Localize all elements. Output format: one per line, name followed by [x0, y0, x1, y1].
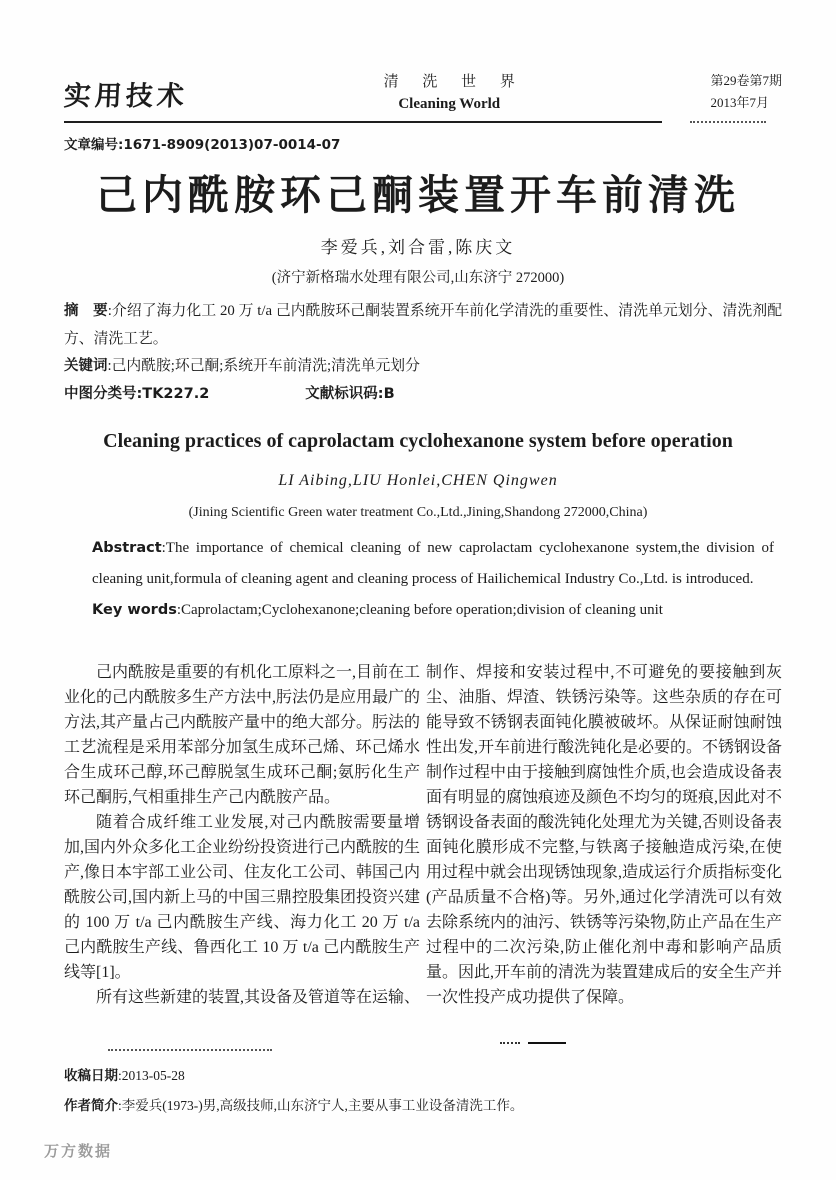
affiliation-en: (Jining Scientific Green water treatment Co.,Ltd.,Jining,Shandong 272000,China) — [188, 505, 648, 520]
paragraph: 制作、焊接和安装过程中,不可避免的要接触到灰尘、油脂、焊渣、铁锈污染等。这些杂质的存在可能导致不锈钢表面钝化膜被破坏。从保证耐蚀耐蚀性出发,开车前进行酸洗钝化是必要的。不锈钢设备制作过程中由于接触到腐蚀性介质,也会造成设备表面有明显的腐蚀痕迹及颜色不均匀的斑痕,因此对不锈钢设备表面的酸洗钝化处理尤为关键,否则设备表面钝化膜形成不完整,与铁离子接触造成污染,在使用过程中就会出现锈蚀现象,造成运行介质指标变化(产品质量不合格)等。另外,通过化学清洗可以有效去除系统内的油污、铁锈等污染物,防止产品在生产过程中的二次污染,防止催化剂中毒和影响产品质量。因此,开车前的清洗为装置建成后的安全生产并一次性投产成功提供了保障。 — [426, 664, 783, 1006]
keywords-text-en: :Caprolactam;Cyclohexanone;cleaning before operation;division of cleaning unit — [176, 602, 663, 618]
page-header — [64, 70, 782, 114]
journal-title-cn: 清 洗 世 界 — [383, 74, 525, 90]
author-bio-line — [64, 1094, 523, 1114]
end-of-column-rule — [500, 1042, 566, 1044]
abstract-block-en — [92, 533, 774, 626]
abstract-label-en: Abstract — [92, 540, 162, 556]
paragraph: 所有这些新建的装置,其设备及管道等在运输、 — [96, 989, 421, 1006]
keywords-line-en — [92, 595, 774, 626]
section-logo: 实用技术 — [63, 81, 189, 112]
paper-title-cn: 己内酰胺环己酮装置开车前清洗 — [96, 171, 740, 219]
keywords-line-cn — [64, 353, 782, 381]
paragraph: 己内酰胺是重要的有机化工原料之一,目前在工业化的己内酰胺多生产方法中,肟法仍是应用最广的方法,其产量占己内酰胺产量中的绝大部分。肟法的工艺流程是采用苯部分加氢生成环己烯、环己烯水合生成环己醇,环己醇脱氢生成环己酮;氨肟化生产环己酮肟,气相重排生产己内酰胺产品。 — [64, 664, 421, 806]
body-columns — [64, 660, 782, 1010]
issue-info — [710, 70, 782, 114]
abstract-text-cn: :介绍了海力化工 20 万 t/a 己内酰胺环己酮装置系统开车前化学清洗的重要性、清洗单元划分、清洗剂配方、清洗工艺。 — [64, 303, 783, 347]
doc-code: 文献标识码:B — [305, 385, 395, 402]
journal-title-en: Cleaning World — [398, 96, 501, 112]
abstract-line-cn — [64, 298, 782, 353]
author-bio-value: :李爱兵(1973-)男,高级技师,山东济宁人,主要从事工业设备清洗工作。 — [118, 1098, 524, 1113]
keywords-label-en: Key words — [92, 602, 177, 618]
received-date-line — [64, 1064, 185, 1084]
article-id: 文章编号:1671-8909(2013)07-0014-07 — [64, 137, 341, 153]
issue-date: 2013年7月 — [710, 95, 769, 110]
abstract-text-en: :The importance of chemical cleaning of new caprolactam cyclohexanone system,the division of cleaning unit,formula of cleaning agent and cleaning process of Hailichemical Industry Co.,Ltd. is introduced. — [92, 540, 774, 587]
end-mark-dots — [500, 1042, 520, 1044]
paper-title-en: Cleaning practices of caprolactam cyclohexanone system before operation — [103, 430, 733, 452]
received-date-label: 收稿日期 — [64, 1068, 118, 1084]
classification-line — [64, 381, 782, 409]
body-left-column — [64, 660, 420, 1010]
author-bio-label: 作者简介 — [64, 1098, 118, 1114]
abstract-label-cn: 摘 要 — [64, 303, 108, 319]
authors-cn: 李爱兵,刘合雷,陈庆文 — [320, 238, 516, 257]
header-rule-dotted — [690, 121, 766, 123]
keywords-label-cn: 关键词 — [64, 358, 108, 374]
body-right-column — [426, 660, 782, 1010]
issue-volume: 第29卷第7期 — [710, 73, 782, 88]
end-mark-bar — [528, 1042, 566, 1044]
abstract-block-cn — [64, 298, 782, 408]
wanfang-watermark: 万方数据 — [44, 1142, 113, 1160]
clc-code: 中图分类号:TK227.2 — [64, 385, 210, 402]
header-rule — [64, 121, 662, 123]
abstract-line-en — [92, 533, 774, 595]
authors-en: LI Aibing,LIU Honlei,CHEN Qingwen — [278, 472, 558, 489]
footnote-rule — [108, 1049, 272, 1051]
paragraph: 随着合成纤维工业发展,对己内酰胺需要量增加,国内外众多化工企业纷纷投资进行己内酰胺的生产,像日本宇部工业公司、住友化工公司、韩国己内酰胺公司,国内新上马的中国三鼎控股集团投资兴建的 100 万 t/a 己内酰胺生产线、海力化工 20 万 t/a 己内酰胺生产线、鲁西化工 10 万 t/a 己内酰胺生产线等[1]。 — [64, 814, 421, 981]
keywords-text-cn: :己内酰胺;环己酮;系统开车前清洗;清洗单元划分 — [107, 358, 420, 374]
affiliation-cn: (济宁新格瑞水处理有限公司,山东济宁 272000) — [271, 270, 565, 286]
received-date-value: :2013-05-28 — [118, 1068, 185, 1083]
journal-title-block — [374, 70, 525, 114]
